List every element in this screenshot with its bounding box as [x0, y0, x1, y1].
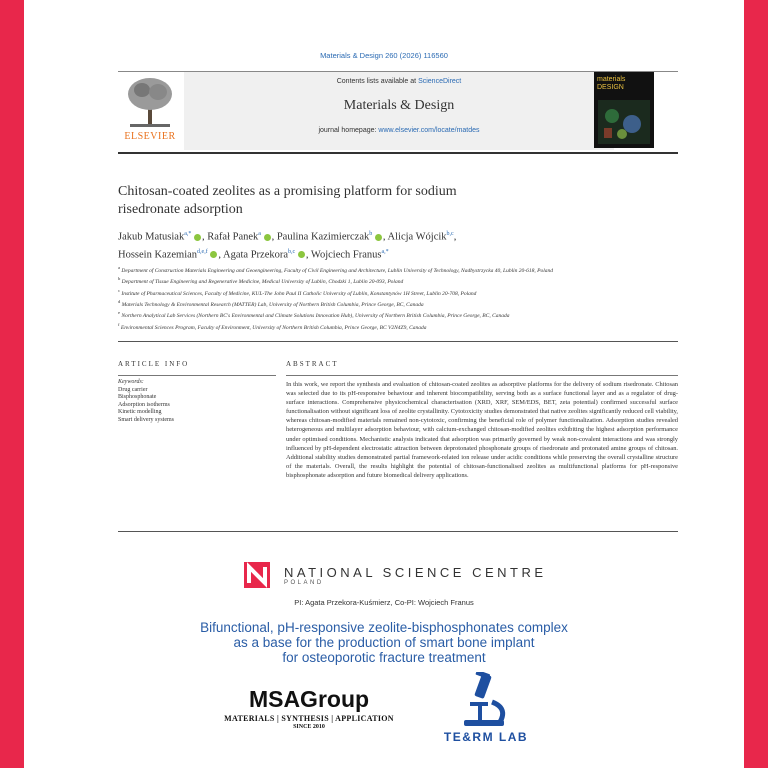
orcid-icon[interactable]: [375, 234, 382, 241]
project-title-line-2: as a base for the production of smart bone implant: [233, 635, 535, 650]
contents-prefix: Contents lists available at: [336, 78, 419, 85]
journal-reference-link[interactable]: Materials & Design 260 (2026) 116560: [320, 51, 448, 60]
author-affiliation-marks[interactable]: a: [258, 231, 261, 237]
left-red-border: [0, 0, 24, 768]
author-name[interactable]: Hossein Kazemian: [118, 249, 198, 260]
author-name[interactable]: Alicja Wójcik: [387, 231, 447, 243]
msagroup-since: SINCE 2010: [293, 724, 325, 730]
article-info-heading: ARTICLE INFO: [118, 360, 190, 368]
msagroup-tagline: MATERIALS | SYNTHESIS | APPLICATION: [224, 714, 394, 723]
abstract-heading: ABSTRACT: [286, 360, 339, 368]
sciencedirect-link[interactable]: ScienceDirect: [418, 78, 462, 85]
affiliation-item: $^e$ Northern Analytical Lab Services (Northern BC's Environmental and Climate Solutions Innovation Hub), University of Northern British Columbia, Prince George, BC, Canada: [118, 310, 510, 320]
author-name[interactable]: Paulina Kazimierczak: [276, 231, 370, 243]
affiliations-rule: [118, 341, 678, 342]
right-red-border: [744, 0, 768, 768]
keyword-item: Smart delivery systems: [118, 416, 174, 423]
project-title: [24, 620, 744, 665]
orcid-icon[interactable]: [264, 234, 271, 241]
orcid-icon[interactable]: [210, 251, 217, 258]
nsc-emblem-icon: [244, 562, 270, 588]
keyword-item: Drug carrier: [118, 386, 148, 393]
affiliation-item: $^f$ Environmental Sciences Program, Faculty of Environment, University of Northern British Columbia, Prince George, BC V2N4Z9, Canada: [118, 321, 427, 331]
keyword-item: Bisphosphonate: [118, 394, 157, 400]
header-bottom-rule: [118, 152, 678, 154]
affiliation-item: $^a$ Department of Construction Materials Engineering and Geoengineering, Faculty of Civil Engineering and Architecture, Lublin University of Technology, Nadbystrzycka 40, Lublin 20-618, Poland: [118, 265, 554, 274]
article-title: [118, 183, 548, 219]
keyword-item: Kinetic modelling: [118, 409, 162, 415]
nsc-country: POLAND: [284, 580, 324, 586]
affiliation-item: $^c$ Institute of Pharmaceutical Sciences, Faculty of Medicine, KUL-The John Paul II Catholic University of Lublin, Konstantynów 1H Street, Lublin 20-708, Poland: [118, 287, 477, 297]
keywords-label: Keywords:: [118, 379, 144, 385]
national-science-centre-logo: [244, 562, 547, 588]
keyword-item: Adsorption isotherms: [118, 401, 170, 408]
author-affiliation-marks[interactable]: d,e,f: [197, 248, 208, 255]
article-info-rule: [118, 375, 276, 376]
author-affiliation-marks[interactable]: b,c: [288, 248, 296, 255]
author-affiliation-marks[interactable]: a,*: [184, 231, 192, 237]
journal-cover-image: [594, 72, 654, 148]
affiliation-item: $^b$ Department of Tissue Engineering and Regenerative Medicine, Medical University of Lublin, Chodzki 1, Lublin 20-093, Poland: [118, 276, 404, 286]
homepage-url-link[interactable]: www.elsevier.com/locate/matdes: [378, 127, 480, 134]
msagroup-logo: [204, 686, 414, 730]
keywords-block: [118, 379, 276, 424]
abstract-rule: [286, 375, 678, 376]
affiliations-list: [118, 264, 618, 332]
elsevier-tree-icon: [122, 74, 178, 130]
elsevier-logo: [118, 72, 182, 148]
orcid-icon[interactable]: [298, 251, 305, 258]
nsc-name: NATIONAL SCIENCE CENTRE: [284, 565, 547, 580]
principal-investigators: PI: Agata Przekora-Kuśmierz, Co-PI: Wojciech Franus: [294, 598, 474, 607]
affiliation-item: $^d$ Materials Technology & Environmental Research (MATTER) Lab, University of Northern British Columbia, Prince George, BC, Canada: [118, 298, 424, 308]
msagroup-name: MSAGroup: [248, 686, 370, 712]
title-line-1: Chitosan-coated zeolites as a promising platform for sodium: [118, 184, 457, 199]
microscope-icon: [456, 672, 516, 730]
cover-artwork: [594, 94, 654, 148]
project-title-line-1: Bifunctional, pH-responsive zeolite-bisphosphonates complex: [200, 620, 568, 635]
contents-line: [184, 78, 614, 85]
author-name[interactable]: Agata Przekora: [223, 249, 289, 260]
cover-title-2: DESIGN: [597, 84, 624, 91]
author-list: Jakub Matusiak$^{a,*}$ , Rafał Panek$^a$ , Paulina Kazimierczak$^b$ , Alicja Wójcik$^{b,c}$, Hossein Kazemian$^{d,e,f}$ , Agata Przekora$^{b,c}$ , Wojciech Franus$^{a,*}$: [118, 231, 457, 260]
abstract-bottom-rule: [118, 531, 678, 532]
elsevier-wordmark: ELSEVIER: [124, 131, 176, 142]
term-lab-name: TE&RM LAB: [443, 730, 529, 744]
author-name[interactable]: Rafał Panek: [207, 231, 259, 243]
author-name[interactable]: Wojciech Franus: [310, 249, 382, 260]
author-affiliation-marks[interactable]: b: [369, 231, 373, 237]
author-affiliation-marks[interactable]: a,*: [381, 248, 389, 255]
orcid-icon[interactable]: [194, 234, 201, 241]
homepage-line: [184, 127, 614, 134]
cover-title-1: materials: [597, 76, 626, 83]
journal-title: Materials & Design: [343, 98, 455, 113]
article-page: [24, 0, 744, 768]
cover-title: [594, 72, 654, 92]
project-title-line-3: for osteoporotic fracture treatment: [282, 650, 486, 665]
author-affiliation-marks[interactable]: b,c: [446, 231, 454, 237]
title-line-2: risedronate adsorption: [118, 202, 243, 217]
term-lab-logo: [436, 672, 536, 747]
abstract-text: In this work, we report the synthesis and evaluation of chitosan-coated zeolites as adsorptive platforms for the delivery of sodium risedronate. Chitosan was selected due to its pH-responsive behaviour and inherent biocompatibility, serving both as a surface functional layer and as a regulator of drug-surface interactions. Comprehensive physicochemical characterisation (XRD, XRF, SEM/EDS, BET, zeta potential) confirmed successful surface functionalisation without significant loss of zeolite crystallinity. Cytotoxicity studies demonstrated that native zeolites significantly reduced cell viability, whereas chitosan-modified materials remained non-cytotoxic, confirming the beneficial role of polymer functionalization. Adsorption studies revealed heterogeneous and multilayer adsorption behaviour, with calcium-exchanged chitosan-modified zeolites exhibiting the highest adsorption performance under optimised conditions. Mechanistic analysis indicated that adsorption was primarily governed by weak non-covalent interactions and was strongly influenced by pH-dependent electrostatic attraction between deprotonated phosphonate groups of risedronate and protonated amine groups of chitosan. Additional stability studies demonstrated partial framework-related ion release under acidic conditions while preserving the overall crystalline structure of the materials. Overall, the results highlight the potential of chitosan-functionalised zeolites as multifunctional platforms for pH-responsive bisphosphonate adsorption and future biomedical delivery applications.: [286, 381, 678, 479]
author-name[interactable]: Jakub Matusiak: [118, 231, 185, 243]
homepage-prefix: journal homepage:: [318, 127, 379, 134]
journal-banner: [184, 72, 614, 150]
